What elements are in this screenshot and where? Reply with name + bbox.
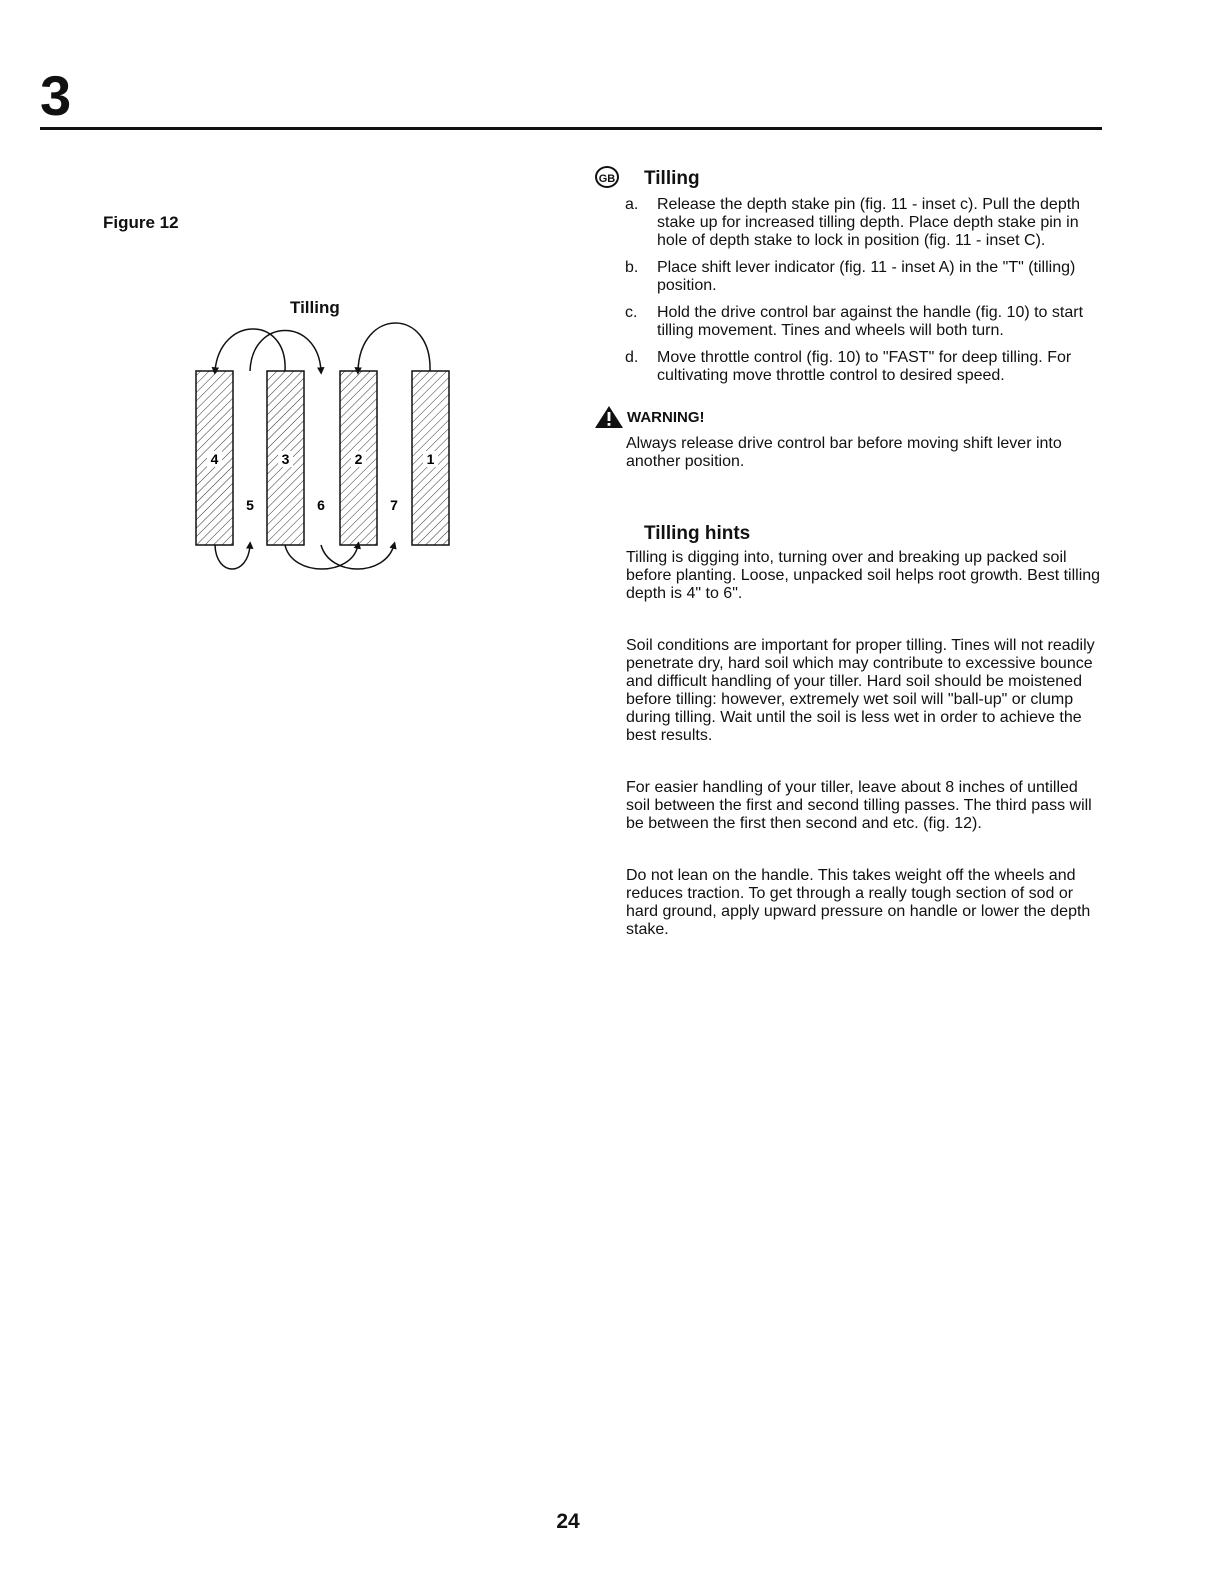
warning-triangle-icon [595, 405, 625, 429]
step-letter: c. [625, 304, 638, 321]
warning-label: WARNING! [627, 409, 705, 426]
step-letter: b. [625, 259, 639, 276]
hints-paragraph: Soil conditions are important for proper tilling. Tines will not readily penetrate dry, hard soil which may contribute to excessive bounce and difficult handling of your tiller. Hard soil should be moistened before tilling: however, extremely wet soil will "ball-up" or clump during tilling. Wait until the soil is less wet in order to achieve the best results. [626, 637, 1095, 744]
tilling-pattern-diagram [180, 315, 470, 585]
gap-number-6: 6 [317, 497, 325, 513]
hints-paragraph: For easier handling of your tiller, leave about 8 inches of untilled soil between the first and second tilling passes. The third pass will be between the first then second and etc. (fig. 12). [626, 779, 1092, 832]
gap-number-5: 5 [246, 497, 254, 513]
strip-number-3: 3 [281, 451, 290, 467]
gap-number-7: 7 [390, 497, 398, 513]
pass-arc-bottom-1 [215, 545, 250, 569]
figure-label: Figure 12 [103, 213, 179, 232]
step-text: Release the depth stake pin (fig. 11 - inset c). Pull the depth stake up for increased tilling depth. Place depth stake pin in hole of depth stake to lock in position (fig. 11 - inset C). [657, 196, 1081, 249]
warning-row [595, 405, 1105, 429]
step-text: Move throttle control (fig. 10) to "FAST" for deep tilling. For cultivating move throttle control to desired speed. [657, 349, 1072, 384]
tilling-heading: Tilling [644, 168, 700, 189]
section-number: 3 [40, 64, 72, 127]
gb-language-badge: GB [595, 166, 619, 188]
strip-number-2: 2 [354, 451, 363, 467]
tilling-heading-row [595, 162, 1105, 196]
hints-paragraph: Tilling is digging into, turning over and breaking up packed soil before planting. Loose, unpacked soil helps root growth. Best tilling depth is 4" to 6". [626, 549, 1101, 602]
strip-number-4: 4 [210, 451, 219, 467]
step-letter: a. [625, 196, 639, 213]
instructions-column [595, 162, 1105, 939]
page-number: 24 [556, 1510, 580, 1533]
step-d [595, 349, 1105, 385]
pass-arc-top-1 [358, 323, 430, 371]
step-c [595, 304, 1105, 340]
strip-number-1: 1 [426, 451, 435, 467]
header-rule [40, 127, 1102, 130]
step-text: Hold the drive control bar against the handle (fig. 10) to start tilling movement. Tines and wheels will both turn. [657, 304, 1084, 339]
step-letter: d. [625, 349, 639, 366]
tilling-hints-heading: Tilling hints [644, 523, 751, 544]
diagram-title: Tilling [290, 298, 340, 317]
hints-paragraph: Do not lean on the handle. This takes weight off the wheels and reduces traction. To get through a really tough section of sod or hard ground, apply upward pressure on handle or lower the depth stake. [626, 867, 1091, 938]
step-a [595, 196, 1105, 250]
step-b [595, 259, 1105, 295]
tilling-pattern-svg [180, 315, 470, 585]
tilling-steps [595, 196, 1105, 385]
warning-text: Always release drive control bar before moving shift lever into another position. [626, 435, 1062, 470]
step-text: Place shift lever indicator (fig. 11 - inset A) in the "T" (tilling) position. [657, 259, 1076, 294]
